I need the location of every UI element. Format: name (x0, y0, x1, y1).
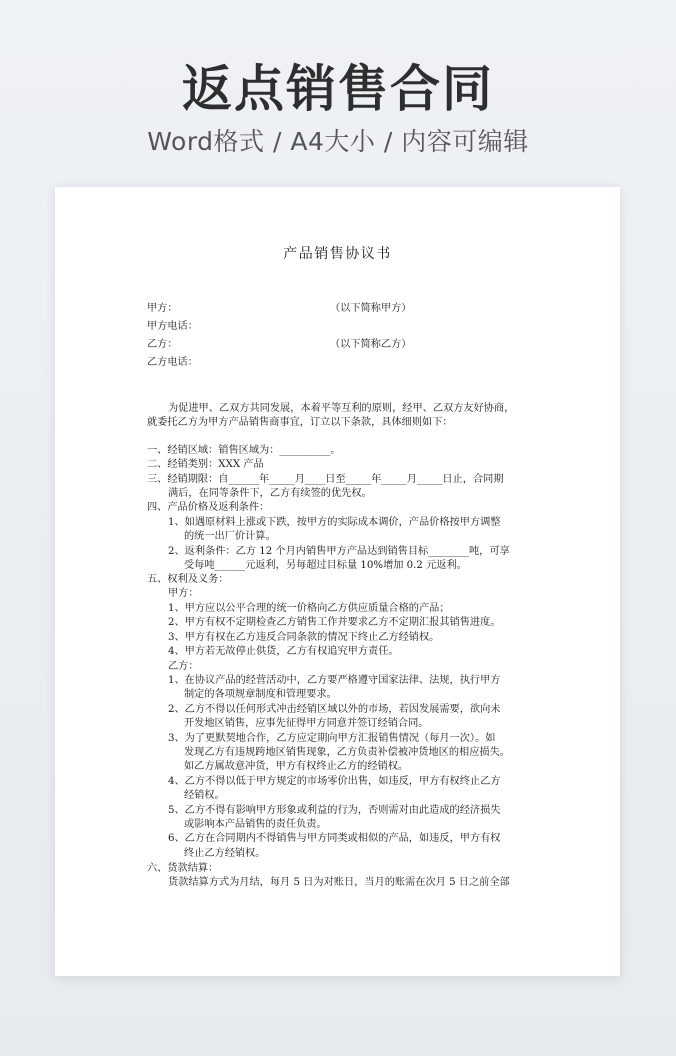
section-6: 六、货款结算： (147, 863, 219, 874)
party-a-phone: 甲方电话： (147, 321, 198, 332)
section-1: 一、经销区域：销售区域为：__________。 (147, 445, 341, 456)
section-6-text: 货款结算方式为月结，每月 5 日为对账日，当月的账需在次月 5 日之前全部 (168, 877, 510, 888)
section-3: 三、经销期限：自______年_____月____日至_____年_____月_____日止，合同期 (147, 474, 504, 485)
section-4-item: 的统一出厂价计算。 (184, 531, 276, 542)
party-b-clause: 1、在协议产品的经营活动中，乙方要严格遵守国家法律、法规，执行甲方 (168, 675, 501, 686)
banner-subtitle: Word格式 / A4大小 / 内容可编辑 (147, 127, 529, 156)
section-5: 五、权利及义务： (147, 574, 229, 585)
party-a-clause: 3、甲方有权在乙方违反合同条款的情况下终止乙方经销权。 (168, 632, 440, 643)
section-4-item: 1、如遇原材料上涨或下跌，按甲方的实际成本调价，产品价格按甲方调整 (168, 517, 501, 528)
party-b-clause: 5、乙方不得有影响甲方形象或利益的行为，否则需对由此造成的经济损失 (168, 805, 501, 816)
party-a-clause: 1、甲方应以公平合理的统一价格向乙方供应质量合格的产品； (168, 603, 450, 614)
party-b-label: 乙方： (147, 339, 178, 350)
party-b-clause: 如乙方属故意冲货，甲方有权终止乙方的经销权。 (184, 761, 409, 772)
intro-line: 为促进甲、乙双方共同发展，本着平等互利的原则，经甲、乙双方友好协商， (168, 403, 515, 414)
party-b-clause: 制定的各项规章制度和管理要求。 (184, 689, 337, 700)
party-a-clause: 2、甲方有权不定期检查乙方销售工作并要求乙方不定期汇报其销售进度。 (168, 617, 501, 628)
section-3: 满后，在同等条件下，乙方有续签的优先权。 (168, 488, 372, 499)
party-b-clause: 开发地区销售，应事先征得甲方同意并签订经销合同。 (184, 718, 429, 729)
party-a-heading: 甲方： (168, 588, 199, 599)
section-4: 四、产品价格及返利条件： (147, 502, 270, 513)
party-a-clause: 4、甲方若无故停止供货，乙方有权追究甲方责任。 (168, 646, 399, 657)
party-b-clause: 或影响本产品销售的责任负责。 (184, 819, 327, 830)
party-b-clause: 4、乙方不得以低于甲方规定的市场零价出售，如违反，甲方有权终止乙方 (168, 776, 501, 787)
party-b-clause: 3、为了更默契地合作，乙方应定期向甲方汇报销售情况（每月一次）。如 (168, 733, 496, 744)
party-b-note: （以下简称乙方） (330, 339, 412, 350)
party-b-phone: 乙方电话： (147, 357, 198, 368)
section-4-item: 2、返利条件：乙方 12 个月内销售甲方产品达到销售目标________吨，可享 (168, 546, 510, 557)
party-b-clause: 终止乙方经销权。 (184, 848, 266, 859)
party-a-note: （以下简称甲方） (330, 303, 412, 314)
party-b-clause: 6、乙方在合同期内不得销售与甲方同类或相似的产品，如违反，甲方有权 (168, 833, 501, 844)
document-title: 产品销售协议书 (283, 246, 392, 262)
party-a-label: 甲方： (147, 303, 178, 314)
document-page (55, 187, 620, 976)
banner-title: 返点销售合同 (182, 60, 494, 118)
section-4-item: 受每吨______元返利，另每超过目标量 10%增加 0.2 元返利。 (184, 560, 467, 571)
party-b-clause: 发现乙方有违规跨地区销售现象，乙方负责补偿被冲货地区的相应损失。 (184, 747, 510, 758)
intro-line: 就委托乙方为甲方产品销售商事宜，订立以下条款，具体细则如下： (147, 417, 453, 428)
party-b-clause: 2、乙方不得以任何形式冲击经销区域以外的市场，若因发展需要，欲向未 (168, 704, 501, 715)
party-b-heading: 乙方： (168, 661, 199, 672)
section-2: 二、经销类别：XXX 产品 (147, 459, 264, 470)
party-b-clause: 经销权。 (184, 790, 225, 801)
